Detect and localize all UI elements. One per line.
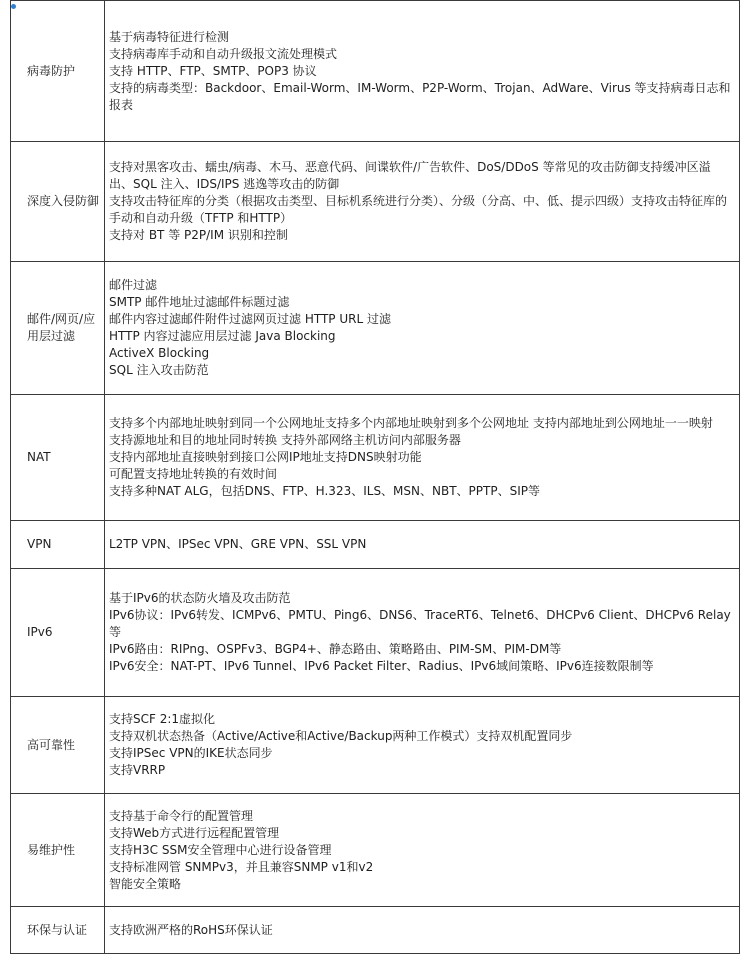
description-line: 支持攻击特征库的分类（根据攻击类型、目标机系统进行分类）、分级（分高、中、低、提示四级）支持攻击特征库的手动和自动升级（TFTP 和HTTP） xyxy=(109,194,728,225)
description-line: 支持SCF 2:1虚拟化 xyxy=(109,712,216,726)
category-cell: 深度入侵防御 xyxy=(11,142,105,262)
description-line: IPv6安全：NAT-PT、IPv6 Tunnel、IPv6 Packet Filter、Radius、IPv6域间策略、IPv6连接数限制等 xyxy=(109,659,654,673)
description-cell xyxy=(105,907,740,954)
description-line: HTTP 内容过滤应用层过滤 Java Blocking xyxy=(109,329,336,343)
description-line: IPv6路由：RIPng、OSPFv3、BGP4+、静态路由、策略路由、PIM-SM、PIM-DM等 xyxy=(109,642,562,656)
description-line: 支持基于命令行的配置管理 xyxy=(109,808,254,823)
description-cell xyxy=(105,697,740,794)
category-cell: VPN xyxy=(11,521,105,569)
table-row xyxy=(11,794,740,907)
table-row xyxy=(11,521,740,569)
description-line: 支持欧洲严格的RoHS环保认证 xyxy=(109,922,273,937)
table-row xyxy=(11,907,740,954)
description-line: 支持多个内部地址映射到同一个公网地址支持多个内部地址映射到多个公网地址 支持内部地址到公网地址一一映射 xyxy=(109,416,713,430)
description-cell xyxy=(105,521,740,569)
description-line: 支持 HTTP、FTP、SMTP、POP3 协议 xyxy=(109,63,317,78)
description-line: SQL 注入攻击防范 xyxy=(109,363,209,377)
category-cell: NAT xyxy=(11,395,105,521)
description-line: 支持内部地址直接映射到接口公网IP地址支持DNS映射功能 xyxy=(109,450,422,464)
description-line: L2TP VPN、IPSec VPN、GRE VPN、SSL VPN xyxy=(109,537,367,551)
category-cell: 环保与认证 xyxy=(11,907,105,954)
spec-table xyxy=(10,0,740,954)
description-line: 邮件内容过滤邮件附件过滤网页过滤 HTTP URL 过滤 xyxy=(109,312,391,326)
description-cell xyxy=(105,569,740,697)
table-row xyxy=(11,569,740,697)
category-cell: 邮件/网页/应用层过滤 xyxy=(11,262,105,395)
description-line: 支持VRRP xyxy=(109,763,166,777)
description-cell xyxy=(105,395,740,521)
description-cell xyxy=(105,1,740,142)
description-cell xyxy=(105,142,740,262)
description-line: 支持病毒库手动和自动升级报文流处理模式 xyxy=(109,46,338,61)
table-row xyxy=(11,1,740,142)
description-line: IPv6协议：IPv6转发、ICMPv6、PMTU、Ping6、DNS6、TraceRT6、Telnet6、DHCPv6 Client、DHCPv6 Relay等 xyxy=(109,608,731,639)
description-line: 支持多种NAT ALG，包括DNS、FTP、H.323、ILS、MSN、NBT、PPTP、SIP等 xyxy=(109,484,540,498)
description-line: 支持对黑客攻击、蠕虫/病毒、木马、恶意代码、间谍软件/广告软件、DoS/DDoS 等常见的攻击防御支持缓冲区溢出、SQL 注入、IDS/IPS 逃逸等攻击的防御 xyxy=(109,160,711,191)
description-line: 支持标准网管 SNMPv3，并且兼容SNMP v1和v2 xyxy=(109,859,374,874)
description-cell xyxy=(105,794,740,907)
description-line: 支持IPSec VPN的IKE状态同步 xyxy=(109,746,273,760)
description-line: 可配置支持地址转换的有效时间 xyxy=(109,467,278,481)
category-cell: 病毒防护 xyxy=(11,1,105,142)
description-line: SMTP 邮件地址过滤邮件标题过滤 xyxy=(109,295,290,309)
category-cell: 易维护性 xyxy=(11,794,105,907)
description-line: ActiveX Blocking xyxy=(109,346,210,360)
category-cell: IPv6 xyxy=(11,569,105,697)
description-line: 基于IPv6的状态防火墙及攻击防范 xyxy=(109,591,291,605)
table-row xyxy=(11,395,740,521)
description-line: 支持源地址和目的地址同时转换 支持外部网络主机访问内部服务器 xyxy=(109,433,461,447)
description-line: 邮件过滤 xyxy=(109,278,158,292)
description-line: 智能安全策略 xyxy=(109,876,182,891)
description-line: 支持H3C SSM安全管理中心进行设备管理 xyxy=(109,842,332,857)
description-line: 支持Web方式进行远程配置管理 xyxy=(109,825,280,840)
table-row xyxy=(11,142,740,262)
description-cell xyxy=(105,262,740,395)
description-line: 基于病毒特征进行检测 xyxy=(109,29,230,44)
description-line: 支持对 BT 等 P2P/IM 识别和控制 xyxy=(109,228,288,242)
description-line: 支持的病毒类型：Backdoor、Email-Worm、IM-Worm、P2P-Worm、Trojan、AdWare、Virus 等支持病毒日志和报表 xyxy=(109,80,731,112)
table-row xyxy=(11,697,740,794)
category-cell: 高可靠性 xyxy=(11,697,105,794)
description-line: 支持双机状态热备（Active/Active和Active/Backup两种工作模式）支持双机配置同步 xyxy=(109,729,573,743)
table-row xyxy=(11,262,740,395)
